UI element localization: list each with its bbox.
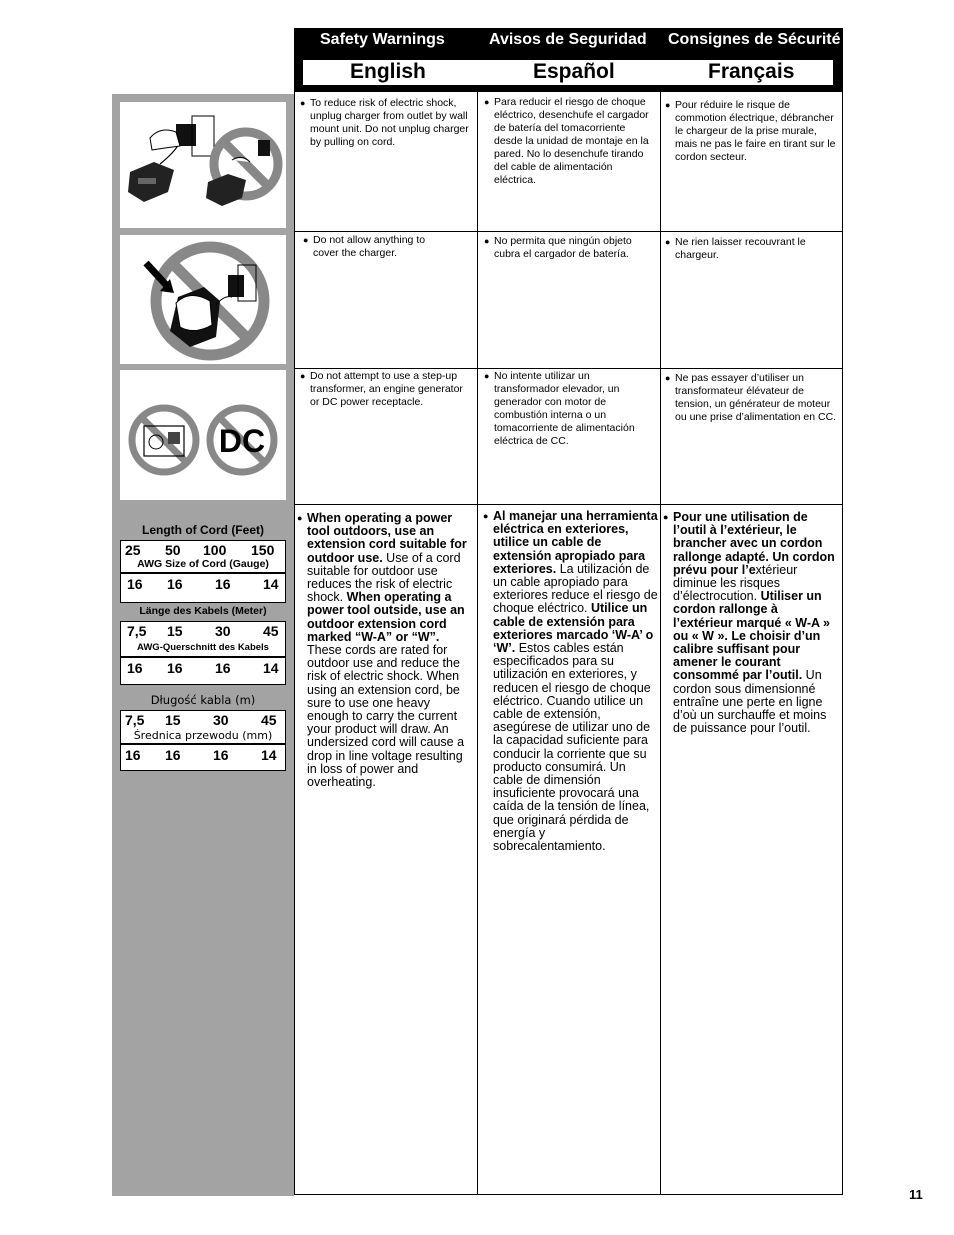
bullet: ● [665, 373, 671, 383]
cord-length-cell: 15 [167, 623, 183, 639]
warning-row3-en: ● Do not attempt to use a step-up transformer, an engine generator or DC power receptacle. [300, 370, 463, 408]
bullet: ● [484, 371, 490, 381]
table-divider [121, 572, 285, 574]
cord-lengths-row [121, 622, 285, 640]
cord-length-cell: 15 [165, 712, 181, 728]
header-band [294, 28, 843, 92]
grid-line [477, 92, 478, 1195]
warning-row3-es: ● No intente utilizar un transformador elevador, un generador con motor de combustión interna o un tomacorriente de alimentación eléctrica de CC. [484, 370, 635, 447]
language-espanol: Español [533, 60, 615, 83]
cord-length-cell: 100 [203, 542, 227, 558]
warning-row2-en: ● Do not allow anything to cover the charger. [303, 234, 426, 259]
grid-line [660, 92, 661, 1195]
cord-size-cell: 16 [127, 660, 143, 676]
cord-size-cell: 16 [167, 576, 183, 592]
cord-table-feet [120, 540, 286, 603]
safety-warnings-es: Avisos de Seguridad [489, 31, 647, 48]
cord-size-cell: 16 [125, 747, 141, 763]
grid-line [294, 368, 843, 369]
cord-length-cell: 7,5 [127, 623, 147, 639]
warnings-grid [294, 92, 843, 1195]
warning-row3-fr: ● Ne pas essayer d’utiliser un transformateur élévateur de tension, un générateur de moteur ou une prise d’alimentation en CC. [665, 372, 837, 423]
cord-size-cell: 14 [261, 747, 277, 763]
warning-row1-es: ● Para reducir el riesgo de choque eléctrico, desenchufe el cargador de batería del tomacorriente desde la unidad de montaje en la pared. No lo desenchufe tirando del cable de alimentación eléctrica. [484, 96, 649, 186]
cord-length-cell: 50 [165, 542, 181, 558]
warning-row1-en: ● To reduce risk of electric shock, unplug charger from outlet by wall mount unit. Do not unplug charger by pulling on cord. [300, 97, 469, 148]
warning-row4-fr: ● Pour une utilisation de l’outil à l’extérieur, le brancher avec un cordon rallonge adapté. Un cordon prévu pour l’extérieur diminue les risques d’électrocution. Utiliser un cordon rallonge à l’extérieur marqué « W-A » ou « W ». Le choisir d’un calibre suffisant pour amener le courant consommé par l’outil. Un cordon sous dimensionné entraîne une perte en ligne d’où un surchauffe et moins de puissance pour l’outil. [663, 510, 835, 736]
dc-label: DC [218, 423, 266, 459]
cord-length-cell: 150 [251, 542, 275, 558]
cord-size-cell: 16 [213, 747, 229, 763]
do-not-cover-illustration [120, 235, 286, 364]
grid-line [842, 92, 843, 1195]
cord-size-label: AWG Size of Cord (Gauge) [137, 558, 269, 570]
language-english: English [350, 60, 426, 83]
bullet: ● [484, 236, 490, 246]
safety-warnings-en: Safety Warnings [320, 31, 445, 48]
language-francais: Français [708, 60, 795, 83]
cord-length-label-polish: Długość kabla (m) [150, 693, 256, 707]
bullet: ● [297, 513, 303, 523]
unplug-charger-illustration [120, 102, 286, 228]
cord-length-label-meter: Länge des Kabels (Meter) [139, 605, 267, 617]
warning-row4-en: ● When operating a power tool outdoors, use an extension cord suitable for outdoor use. Use of a cord suitable for outdoor use reduces the risk of electric shock. When operating a power tool outside, use an outdoor extension cord marked “W-A” or “W”. These cords are rated for outdoor use and reduce the risk of electric shock. When using an extension cord, be sure to use one heavy enough to carry the current your product will draw. An undersized cord will cause a drop in line voltage resulting in loss of power and overheating. [297, 511, 467, 790]
language-bar [303, 60, 833, 85]
do-not-cover-charger-icon [120, 235, 286, 364]
cord-length-cell: 45 [263, 623, 279, 639]
safety-warnings-fr: Consignes de Sécurité [668, 31, 841, 48]
cord-length-cell: 45 [261, 712, 277, 728]
bullet: ● [300, 371, 306, 381]
cord-lengths-row [121, 711, 285, 729]
cord-length-label-feet: Length of Cord (Feet) [142, 523, 264, 537]
bullet: ● [484, 97, 490, 107]
cord-sizes-row [121, 746, 285, 764]
cord-size-cell: 16 [215, 660, 231, 676]
cord-size-label: Średnica przewodu (mm) [133, 729, 273, 742]
grid-line [294, 231, 843, 232]
cord-size-cell: 14 [263, 660, 279, 676]
illustration-column [112, 94, 294, 1196]
cord-sizes-row [121, 575, 285, 593]
cord-length-cell: 30 [213, 712, 229, 728]
cord-size-cell: 16 [215, 576, 231, 592]
grid-line [294, 1194, 843, 1195]
warning-row2-es: ● No permita que ningún objeto cubra el cargador de batería. [484, 235, 632, 260]
bullet: ● [663, 512, 669, 522]
cord-table-polish [120, 710, 286, 771]
warning-row4-es: ● Al manejar una herramienta eléctrica en exteriores, utilice un cable de extensión apropiado para exteriores. La utilización de un cable apropiado para exteriores reduce el riesgo de choque eléctrico. Utilice un cable de extensión para exteriores marcado ‘W-A’ o ‘W’. Estos cables están especificados para su utilización en exteriores, y reducen el riesgo de choque eléctrico. Cuando utilice un cable de extensión, asegúrese de utilizar uno de la capacidad suficiente para conducir la corriente que su producto consumirá. Un cable de dimensión insuficiente provocará una caída de la tensión de línea, que originará pérdida de energía y sobrecalentamiento. [483, 509, 658, 854]
cord-lengths-row [121, 541, 285, 559]
unplug-charger-icon [120, 102, 286, 228]
bullet: ● [483, 511, 489, 521]
cord-size-label: AWG-Querschnitt des Kabels [137, 642, 269, 653]
warning-row2-fr: ● Ne rien laisser recouvrant le chargeur. [665, 236, 806, 261]
bullet: ● [303, 235, 309, 245]
cord-table-meter [120, 621, 286, 685]
grid-line [294, 92, 295, 1195]
page-number: 11 [909, 1187, 923, 1202]
table-divider [121, 743, 285, 745]
no-generator-no-dc-icon [120, 370, 286, 500]
cord-length-cell: 30 [215, 623, 231, 639]
bullet: ● [665, 100, 671, 110]
no-generator-dc-illustration [120, 370, 286, 500]
grid-line [294, 504, 843, 505]
cord-length-cell: 7,5 [125, 712, 145, 728]
table-divider [121, 656, 285, 658]
cord-size-cell: 16 [167, 660, 183, 676]
warning-row1-fr: ● Pour réduire le risque de commotion électrique, débrancher le chargeur de la prise murale, mais ne pas le faire en tirant sur le cordon secteur. [665, 99, 836, 163]
bullet: ● [300, 98, 306, 108]
bullet: ● [665, 237, 671, 247]
cord-size-cell: 16 [165, 747, 181, 763]
cord-sizes-row [121, 659, 285, 677]
cord-size-cell: 16 [127, 576, 143, 592]
cord-length-cell: 25 [125, 542, 141, 558]
cord-size-cell: 14 [263, 576, 279, 592]
